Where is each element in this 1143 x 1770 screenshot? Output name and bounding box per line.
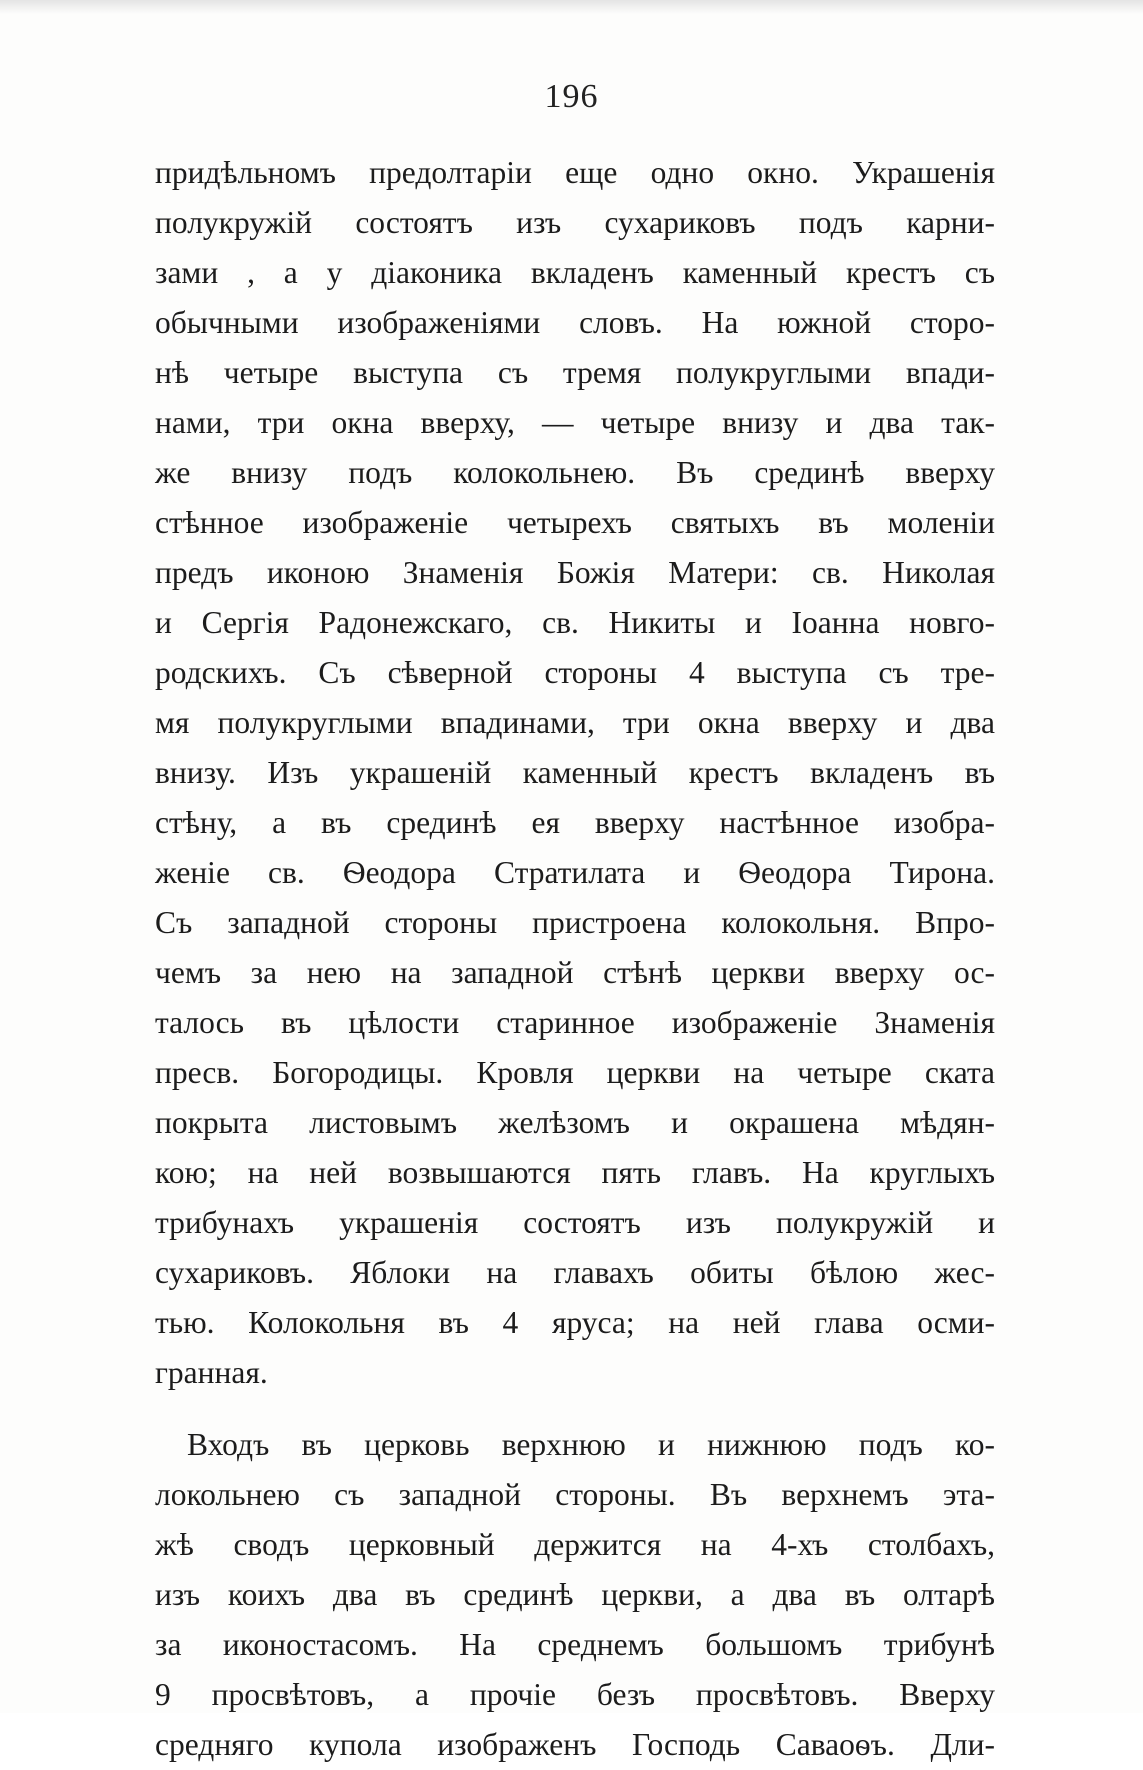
- text-line: 9 просвѣтовъ, а прочіе безъ просвѣтовъ. Вверху: [155, 1677, 995, 1712]
- text-line: стѣнное изображеніе четырехъ святыхъ въ моленіи: [155, 505, 995, 540]
- text-line: Входъ въ церковь верхнюю и нижнюю подъ ко-: [187, 1427, 995, 1462]
- text-line: изъ коихъ два въ срединѣ церкви, а два въ олтарѣ: [155, 1577, 995, 1612]
- text-line: Съ западной стороны пристроена колокольня. Впро-: [155, 905, 995, 940]
- text-line: трибунахъ украшенія состоятъ изъ полукружій и: [155, 1205, 995, 1240]
- paragraph-gap: [155, 1398, 995, 1420]
- text-line: же внизу подъ колокольнею. Въ срединѣ вверху: [155, 455, 995, 490]
- text-line: покрыта листовымъ желѣзомъ и окрашена мѣдян-: [155, 1105, 995, 1140]
- text-line: мя полукруглыми впадинами, три окна вверху и два: [155, 705, 995, 740]
- text-line: нами, три окна вверху, — четыре внизу и два так-: [155, 405, 995, 440]
- text-line: родскихъ. Съ сѣверной стороны 4 выступа съ тре-: [155, 655, 995, 690]
- text-line: пресв. Богородицы. Кровля церкви на четыре ската: [155, 1055, 995, 1090]
- text-line: нѣ четыре выступа съ тремя полукруглыми впади-: [155, 355, 995, 390]
- text-line: обычными изображеніями словъ. На южной сторо-: [155, 305, 995, 340]
- text-line: локольнею съ западной стороны. Въ верхнемъ эта-: [155, 1477, 995, 1512]
- page-number: 196: [544, 78, 599, 115]
- text-line: придѣльномъ предолтаріи еще одно окно. Украшенія: [155, 155, 995, 190]
- text-line: и Сергія Радонежскаго, св. Никиты и Іоанна новго-: [155, 605, 995, 640]
- text-line: внизу. Изъ украшеній каменный крестъ вкладенъ въ: [155, 755, 995, 790]
- text-line: за иконостасомъ. На среднемъ большомъ трибунѣ: [155, 1627, 995, 1662]
- body-text: [155, 148, 995, 1770]
- text-line: кою; на ней возвышаются пять главъ. На круглыхъ: [155, 1155, 995, 1190]
- text-line: полукружій состоятъ изъ сухариковъ подъ карни-: [155, 205, 995, 240]
- text-line: средняго купола изображенъ Господь Саваоѳъ. Дли-: [155, 1727, 995, 1762]
- text-line: стѣну, а въ срединѣ ея вверху настѣнное изобра-: [155, 805, 995, 840]
- text-line: гранная.: [155, 1355, 268, 1390]
- text-line: сухариковъ. Яблоки на главахъ обиты бѣлою жес-: [155, 1255, 995, 1290]
- text-line: чемъ за нею на западной стѣнѣ церкви вверху ос-: [155, 955, 995, 990]
- text-line: женіе св. Ѳеодора Стратилата и Ѳеодора Тирона.: [155, 855, 995, 890]
- text-line: тью. Колокольня въ 4 яруса; на ней глава осми-: [155, 1305, 995, 1340]
- page-top-edge: [0, 0, 1143, 14]
- text-line: талось въ цѣлости старинное изображеніе Знаменія: [155, 1005, 995, 1040]
- text-line: предъ иконою Знаменія Божія Матери: св. Николая: [155, 555, 995, 590]
- text-line: жѣ сводъ церковный держится на 4-хъ столбахъ,: [155, 1527, 995, 1562]
- text-line: зами , а у діаконика вкладенъ каменный крестъ съ: [155, 255, 995, 290]
